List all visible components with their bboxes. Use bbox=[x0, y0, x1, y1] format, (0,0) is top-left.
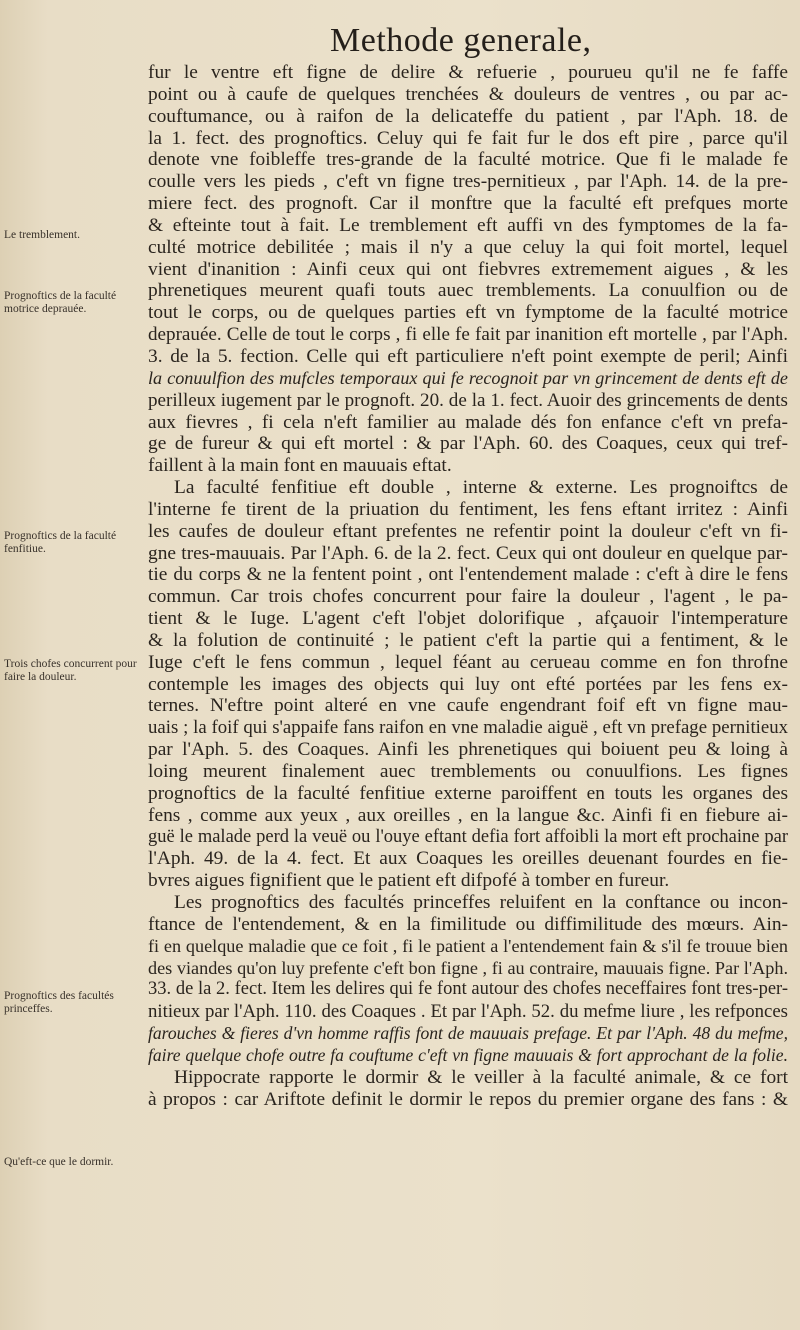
text-line: contemple les images des objects qui luy ont efté portées par les fens ex- bbox=[148, 673, 788, 695]
margin-note-faculte-sensitive: Prognoftics de la faculté fenfitiue. bbox=[4, 530, 117, 555]
margin-note-trois-choses: Trois chofes concurrent pour faire la douleur. bbox=[4, 658, 137, 683]
text-line: perilleux iugement par le prognoft. 20. de la 1. fect. Auoir des grincements de dents bbox=[148, 389, 788, 411]
text-line: aux fievres , fi cela n'eft familier au malade dés fon enfance c'eft vn prefa- bbox=[148, 411, 788, 433]
text-line: Iuge c'eft le fens commun , lequel féant au cerueau comme en fon throfne bbox=[148, 651, 788, 673]
text-line: farouches & fieres d'vn homme raffis font de mauuais prefage. Et par l'Aph. 48 du mefme, bbox=[148, 1023, 788, 1044]
text-line: miere fect. des prognoft. Car il monftre que la faculté eft prefques morte bbox=[148, 193, 788, 215]
text-line: l'interne fe tirent de la priuation du fentiment, les fens eftant irritez : Ainfi bbox=[148, 498, 788, 520]
text-line: denote vne foibleffe tres-grande de la faculté motrice. Que fi le malade fe bbox=[148, 149, 788, 171]
text-line: couftumance, ou à raifon de la delicateffe du patient , par l'Aph. 18. de bbox=[148, 105, 788, 127]
text-line: tient & le Iuge. L'agent c'eft l'objet dolorifique , afçauoir l'intemperature bbox=[148, 608, 788, 630]
text-line: tout le corps, ou de quelques parties eft vn fymptome de la faculté motrice bbox=[148, 302, 788, 324]
text-line: les caufes de douleur eftant prefentes ne refentir point la douleur c'eft vn fi- bbox=[148, 520, 788, 542]
text-line: uais ; la foif qui s'appaife fans raifon en vne maladie aiguë , eft vn prefage pernitieux bbox=[148, 717, 788, 739]
text-line: vient d'inanition : Ainfi ceux qui ont fiebvres extremement aigues , & les bbox=[148, 258, 788, 280]
text-line: La faculté fenfitiue eft double , interne & externe. Les prognoiftcs de bbox=[174, 477, 788, 499]
text-line: la conuulfion des mufcles temporaux qui fe recognoit par vn grincement de dents eft de bbox=[148, 367, 788, 388]
text-line: guë le malade perd la veuë ou l'ouye eftant defia fort affoibli la mort eft prochaine par bbox=[148, 826, 788, 847]
text-line: faillent à la main font en mauuais eftat. bbox=[148, 455, 452, 477]
text-line: ge de fureur & qui eft mortel : & par l'Aph. 60. des Coaques, ceux qui tref- bbox=[148, 433, 788, 455]
text-line: bvres aigues fignifient que le patient eft difpofé à tomber en fureur. bbox=[148, 870, 670, 892]
text-line: culté motrice debilitée ; mais il n'y a que celuy la qui foit mortel, lequel bbox=[148, 236, 788, 258]
text-line: à propos : car Ariftote definit le dormir le repos du premier organe des fans : & bbox=[148, 1088, 788, 1110]
text-line: 3. de la 5. fection. Celle qui eft particuliere n'eft point exempte de peril; Ainfi bbox=[148, 345, 788, 367]
text-line: ftance de l'entendement, & en la fimilitude ou diffimilitude des mœurs. Ain- bbox=[148, 913, 788, 935]
text-line: & la folution de continuité ; le patient c'eft la partie qui a fentiment, & le bbox=[148, 629, 788, 651]
text-line: Les prognoftics des facultés princeffes reluifent en la conftance ou incon- bbox=[174, 892, 788, 914]
text-line: coulle vers les pieds , c'eft vn figne tres-pernitieux , par l'Aph. 14. de la pre- bbox=[148, 171, 788, 193]
text-line: des viandes qu'on luy prefente c'eft bon figne , fi au contraire, mauuais figne. Par l'Aph. bbox=[148, 957, 788, 978]
text-line: 33. de la 2. fect. Item les delires qui fe font autour des chofes neceffaires font tres-per- bbox=[148, 979, 788, 1000]
text-line: par l'Aph. 5. des Coaques. Ainfi les phrenetiques qui boiuent peu & loing à bbox=[148, 739, 788, 761]
text-line: point ou à caufe de quelques trenchées & douleurs de ventres , ou par ac- bbox=[148, 83, 788, 105]
body-text bbox=[148, 62, 788, 1111]
text-line: deprauée. Celle de tout le corps , fi elle fe fait par inanition eft mortelle , par l'Aph. bbox=[148, 324, 788, 346]
text-line: & efteinte tout à fait. Le tremblement eft auffi vn des fymptomes de la fa- bbox=[148, 214, 788, 236]
text-line: ternes. N'eftre point alteré en vne caufe engendrant foif eft vn figne mau- bbox=[148, 695, 788, 717]
running-head: Methode generale, bbox=[330, 22, 592, 59]
text-line: prognoftics de la faculté fenfitiue externe paroiffent en touts les organes des bbox=[148, 782, 788, 804]
text-line: Hippocrate rapporte le dormir & le veiller à la faculté animale, & ce fort bbox=[174, 1066, 788, 1088]
text-line: l'Aph. 49. de la 4. fect. Et aux Coaques les oreilles deuenant fourdes en fie- bbox=[148, 848, 788, 870]
margin-note-facultes-princesses: Prognoftics des facultés princeffes. bbox=[4, 990, 114, 1015]
text-line: fens , comme aux yeux , aux oreilles , en la langue &c. Ainfi fi en fiebure ai- bbox=[148, 804, 788, 826]
text-line: loing meurent finalement auec tremblements ou conuulfions. Les fignes bbox=[148, 761, 788, 782]
margin-note-faculte-motrice: Prognoftics de la faculté motrice deprauée. bbox=[4, 290, 117, 315]
text-line: gne tres-mauuais. Par l'Aph. 6. de la 2. fect. Ceux qui ont douleur en quelque par- bbox=[148, 542, 788, 564]
text-line: fi en quelque maladie que ce foit , fi le patient a l'entendement fain & s'il fe trouue bien bbox=[148, 935, 788, 956]
margin-note-tremblement: Le tremblement. bbox=[4, 229, 80, 241]
text-line: nitieux par l'Aph. 110. des Coaques . Et par l'Aph. 52. du mefme liure , les refponces bbox=[148, 1001, 788, 1023]
text-line: tie du corps & ne la fentent point , ont l'entendement malade : c'eft à dire le fens bbox=[148, 564, 788, 586]
text-line: fur le ventre eft figne de delire & refuerie , pourueu qu'il ne fe faffe bbox=[148, 62, 788, 83]
text-line: phrenetiques meurent quafi touts auec tremblements. La conuulfion ou de bbox=[148, 280, 788, 302]
text-line: faire quelque chofe outre fa couftume c'eft vn figne mauuais & fort approchant de la folie. bbox=[148, 1044, 788, 1065]
text-line: commun. Car trois chofes concurrent pour faire la douleur , l'agent , le pa- bbox=[148, 586, 788, 608]
text-line: la 1. fect. des prognoftics. Celuy qui fe fait fur le dos eft pire , parce qu'il bbox=[148, 127, 788, 149]
margin-note-dormir: Qu'eft-ce que le dormir. bbox=[4, 1156, 114, 1168]
